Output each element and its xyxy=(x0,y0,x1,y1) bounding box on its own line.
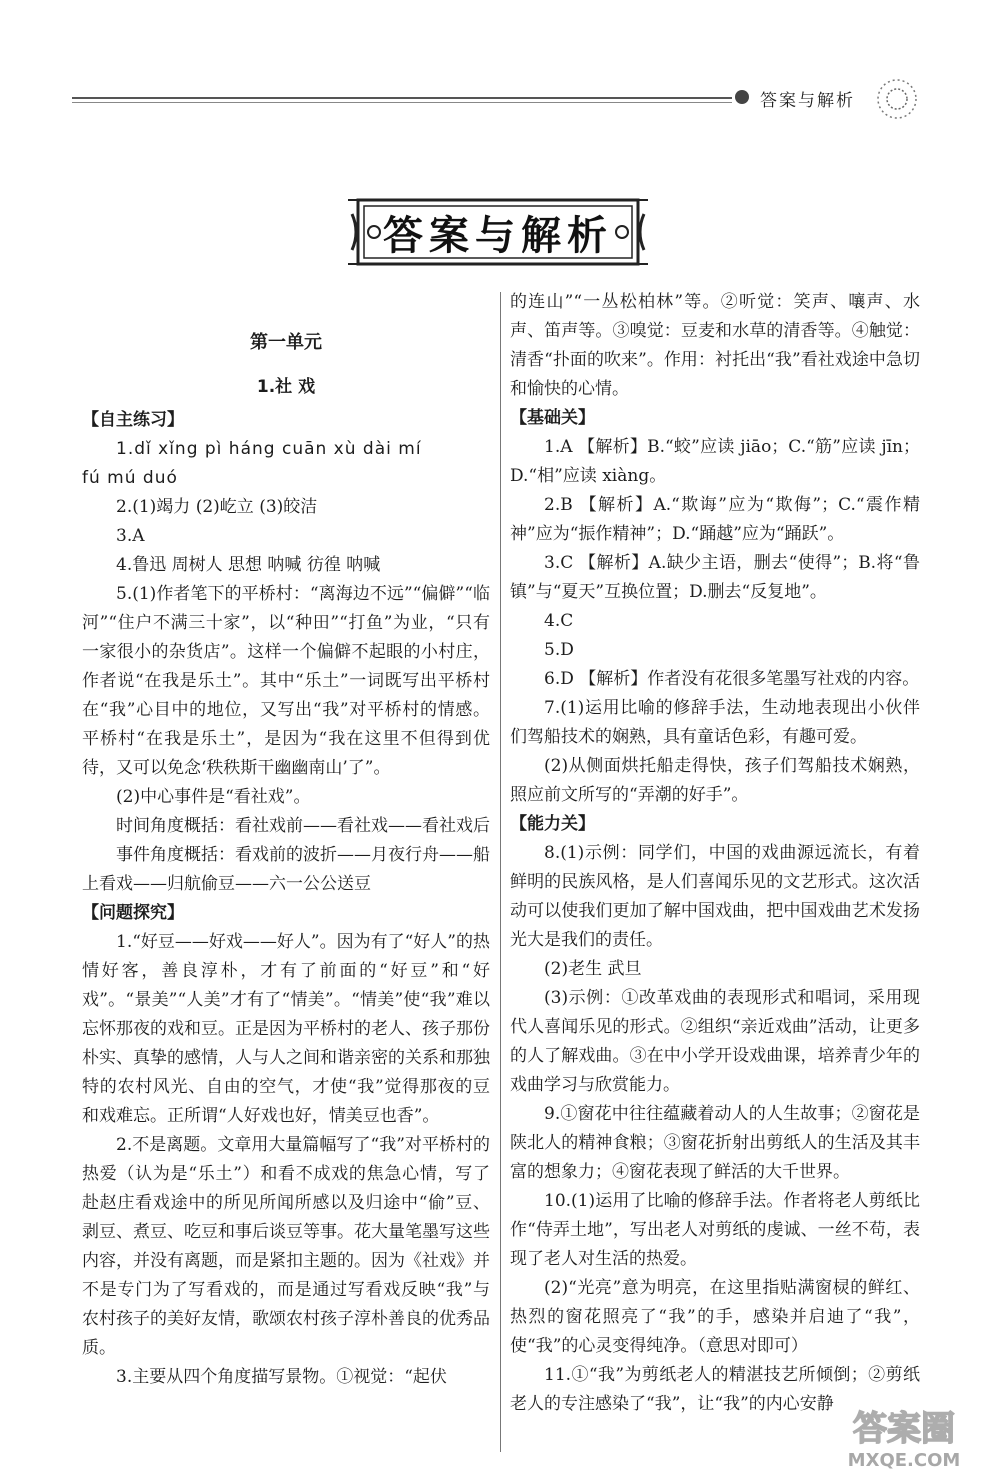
watermark-mark: 答案圈 xyxy=(853,1409,955,1449)
answer-paragraph: 11.①“我”为剪纸老人的精湛技艺所倾倒；②剪纸老人的专注感染了“我”，让“我”的内心安静 xyxy=(510,1365,920,1414)
answer-paragraph: 事件角度概括：看戏前的波折——月夜行舟——船上看戏——归航偷豆——六一公公送豆 xyxy=(82,845,490,894)
answer-paragraph: 6.D 【解析】作者没有花很多笔墨写社戏的内容。 xyxy=(544,669,920,689)
answer-paragraph: fú mú duó xyxy=(82,468,178,488)
lesson-heading: 1.社 戏 xyxy=(256,377,316,397)
answer-paragraph: (2)老生 武旦 xyxy=(544,959,642,979)
sun-ornament-icon xyxy=(872,74,922,124)
answer-paragraph: 2.(1)竭力 (2)屹立 (3)皎洁 xyxy=(116,497,318,517)
answer-paragraph: (2)中心事件是“看社戏”。 xyxy=(116,787,311,807)
column-divider xyxy=(500,292,501,1452)
answer-paragraph: 7.(1)运用比喻的修辞手法，生动地表现出小伙伴们驾船技术的娴熟，具有童话色彩，有趣可爱。 xyxy=(510,698,920,747)
unit-heading: 第一单元 xyxy=(250,332,322,353)
header-rule xyxy=(72,97,732,103)
section-heading: 【能力关】 xyxy=(510,814,595,834)
answer-paragraph: (3)示例：①改革戏曲的表现形式和唱词，采用现代人喜闻乐见的形式。②组织“亲近戏曲”活动，让更多的人了解戏曲。③在中小学开设戏曲课，培养青少年的戏曲学习与欣赏能力。 xyxy=(510,988,920,1095)
title-banner xyxy=(348,194,648,270)
answer-paragraph: (2)从侧面烘托船走得快，孩子们驾船技术娴熟，照应前文所写的“弄潮的好手”。 xyxy=(510,756,920,805)
answer-paragraph: 2.B 【解析】A.“欺诲”应为“欺侮”；C.“震作精神”应为“振作精神”；D.“踊越”应为“踊跃”。 xyxy=(510,495,920,544)
answer-paragraph: 9.①窗花中往往蕴藏着动人的人生故事；②窗花是陕北人的精神食粮；③窗花折射出剪纸人的生活及其丰富的想象力；④窗花表现了鲜活的大千世界。 xyxy=(510,1104,920,1182)
answer-paragraph: 2.不是离题。文章用大量篇幅写了“我”对平桥村的热爱（认为是“乐土”）和看不成戏的焦急心情，写了赴赵庄看戏途中的所见所闻所感以及归途中“偷”豆、剥豆、煮豆、吃豆和事后谈豆等事。花大量笔墨写这些内容，并没有离题，而是紧扣主题的。因为《社戏》并不是专门为了写看戏的，而是通过写看戏反映“我”与农村孩子的美好友情，歌颂农村孩子淳朴善良的优秀品质。 xyxy=(82,1135,490,1358)
answer-paragraph: 3.主要从四个角度描写景物。①视觉：“起伏 xyxy=(116,1367,447,1387)
left-column xyxy=(82,288,490,1392)
watermark-url: MXQE.COM xyxy=(847,1450,961,1471)
answer-paragraph: 10.(1)运用了比喻的修辞手法。作者将老人剪纸比作“侍弄土地”，写出老人对剪纸的虔诚、一丝不苟，表现了老人对生活的热爱。 xyxy=(510,1191,920,1269)
answer-paragraph: 4.鲁迅 周树人 思想 呐喊 彷徨 呐喊 xyxy=(116,555,381,575)
section-heading: 【基础关】 xyxy=(510,408,595,428)
right-column xyxy=(510,288,920,1419)
page-title: 答案与解析 xyxy=(383,212,613,259)
answer-paragraph: 的连山”“一丛松柏林”等。②听觉：笑声、嚷声、水声、笛声等。③嗅觉：豆麦和水草的清香等。④触觉：清香“扑面的吹来”。作用：衬托出“我”看社戏途中急切和愉快的心情。 xyxy=(510,292,920,399)
answer-paragraph: 5.(1)作者笔下的平桥村：“离海边不远”“偏僻”“临河”“住户不满三十家”，以“种田”“打鱼”为业，“只有一家很小的杂货店”。这样一个偏僻不起眼的小村庄，作者说“在我是乐土”。其中“乐土”一词既写出平桥村在“我”心目中的地位，又写出“我”对平桥村的情感。平桥村“在我是乐土”，是因为“我在这里不但得到优待，又可以免念‘秩秩斯干幽幽南山’了”。 xyxy=(82,584,490,778)
section-heading: 【自主练习】 xyxy=(82,410,184,430)
site-watermark-logo xyxy=(822,1402,987,1472)
answer-paragraph: 1.“好豆——好戏——好人”。因为有了“好人”的热情好客，善良淳朴，才有了前面的“好豆”和“好戏”。“景美”“人美”才有了“情美”。“情美”使“我”难以忘怀那夜的戏和豆。正是因为平桥村的老人、孩子那份朴实、真挚的感情，人与人之间和谐亲密的关系和那独特的农村风光、自由的空气，才使“我”觉得那夜的豆和戏难忘。正所谓“人好戏也好，情美豆也香”。 xyxy=(82,932,490,1126)
answer-paragraph: 3.C 【解析】A.缺少主语，删去“使得”；B.将“鲁镇”与“夏天”互换位置；D.删去“反复地”。 xyxy=(510,553,920,602)
answer-paragraph: 8.(1)示例：同学们，中国的戏曲源远流长，有着鲜明的民族风格，是人们喜闻乐见的文艺形式。这次活动可以使我们更加了解中国戏曲，把中国戏曲艺术发扬光大是我们的责任。 xyxy=(510,843,920,950)
header-bullet-icon xyxy=(735,90,749,104)
running-header: 答案与解析 xyxy=(760,91,855,111)
answer-paragraph: 时间角度概括：看社戏前——看社戏——看社戏后 xyxy=(116,816,490,836)
answer-paragraph: 4.C xyxy=(544,611,574,631)
section-heading: 【问题探究】 xyxy=(82,903,184,923)
answer-paragraph: 3.A xyxy=(116,526,145,546)
answer-paragraph: (2)“光亮”意为明亮，在这里指贴满窗棂的鲜红、热烈的窗花照亮了“我”的手，感染并启迪了“我”，使“我”的心灵变得纯净。（意思对即可） xyxy=(510,1278,920,1356)
answer-paragraph: 1.A 【解析】B.“蛟”应读 jiāo；C.“筋”应读 jīn；D.“相”应读 xiàng。 xyxy=(510,437,920,486)
answer-paragraph: 5.D xyxy=(544,640,574,660)
answer-paragraph: 1.dǐ xǐng pì háng cuān xù dài mí xyxy=(116,439,422,459)
